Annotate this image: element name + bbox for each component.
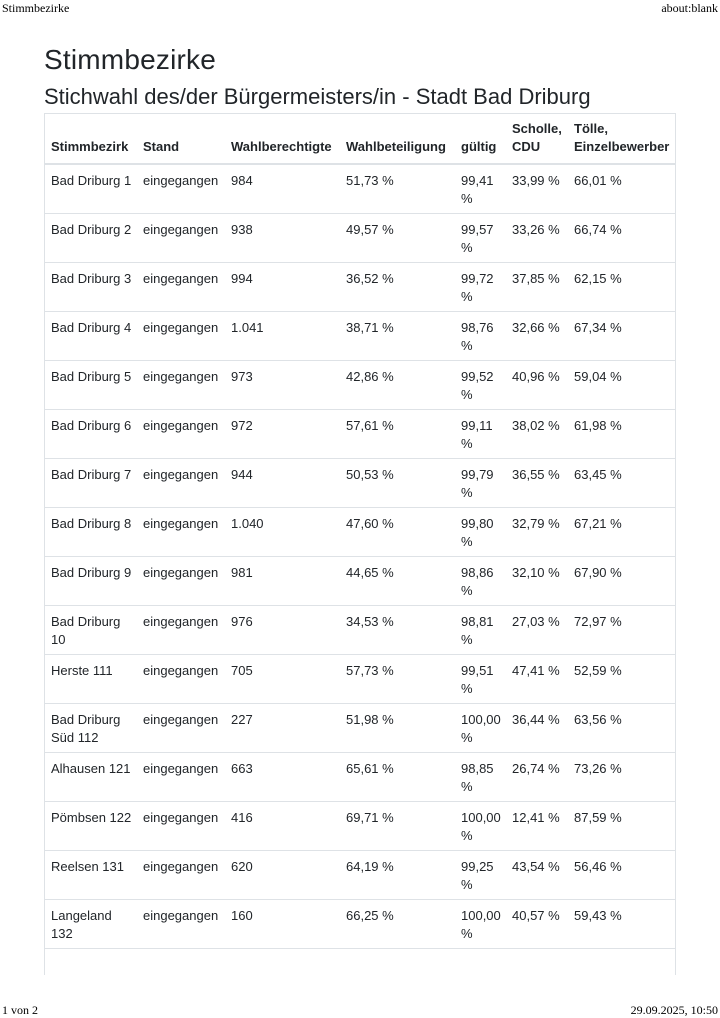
cell-stimmbezirk: Bad Driburg Süd 112 [45, 704, 137, 753]
cell-scholle-cdu: 27,03 % [506, 606, 568, 655]
table-row [45, 312, 675, 361]
cell-wahlberechtigte: 938 [225, 214, 340, 263]
cell-stimmbezirk: Herste 111 [45, 655, 137, 704]
cell-wahlberechtigte: 984 [225, 164, 340, 214]
page-title: Stimmbezirke [44, 44, 216, 75]
cell-stimmbezirk: Bad Driburg 3 [45, 263, 137, 312]
cell-stand: eingegangen [137, 508, 225, 557]
cell-stimmbezirk: Bad Driburg 6 [45, 410, 137, 459]
cell-toelle-einzelbewerber: 59,43 % [568, 900, 675, 949]
cell-wahlbeteiligung: 51,98 % [340, 704, 455, 753]
cell-toelle-einzelbewerber: 63,56 % [568, 704, 675, 753]
cell-gueltig: 99,80 % [455, 508, 506, 557]
cell-scholle-cdu: 43,54 % [506, 851, 568, 900]
cell-stimmbezirk: Bad Driburg 10 [45, 606, 137, 655]
print-header-title: Stimmbezirke [2, 1, 70, 15]
cell-gueltig: 99,72 % [455, 263, 506, 312]
cell-stimmbezirk: Bad Driburg 2 [45, 214, 137, 263]
cell-scholle-cdu: 32,79 % [506, 508, 568, 557]
cell-toelle-einzelbewerber: 62,15 % [568, 263, 675, 312]
cell-wahlbeteiligung: 50,53 % [340, 459, 455, 508]
cell-wahlberechtigte: 160 [225, 900, 340, 949]
header-toelle-einzelbewerber: Tölle, Einzelbewerber [568, 114, 675, 164]
cell-toelle-einzelbewerber: 56,46 % [568, 851, 675, 900]
cell-gueltig: 99,57 % [455, 214, 506, 263]
cell-scholle-cdu: 26,74 % [506, 753, 568, 802]
cell-wahlberechtigte: 227 [225, 704, 340, 753]
cell-scholle-cdu: 32,10 % [506, 557, 568, 606]
cell-wahlbeteiligung: 38,71 % [340, 312, 455, 361]
cell-wahlbeteiligung: 57,73 % [340, 655, 455, 704]
cell-gueltig: 100,00 % [455, 802, 506, 851]
cell-wahlberechtigte: 994 [225, 263, 340, 312]
cell-wahlberechtigte: 705 [225, 655, 340, 704]
print-footer [0, 1003, 720, 1017]
cell-wahlberechtigte: 620 [225, 851, 340, 900]
print-header-url: about:blank [661, 1, 718, 15]
cell-wahlberechtigte: 416 [225, 802, 340, 851]
cell-stand: eingegangen [137, 851, 225, 900]
cell-wahlbeteiligung: 66,25 % [340, 900, 455, 949]
cell-gueltig: 98,85 % [455, 753, 506, 802]
cell-scholle-cdu: 32,66 % [506, 312, 568, 361]
cell-stimmbezirk: Bad Driburg 7 [45, 459, 137, 508]
header-wahlberechtigte: Wahlberechtigte [225, 114, 340, 164]
cell-wahlbeteiligung: 64,19 % [340, 851, 455, 900]
cell-wahlberechtigte: 944 [225, 459, 340, 508]
cell-stand: eingegangen [137, 753, 225, 802]
cell-gueltig: 99,79 % [455, 459, 506, 508]
cell-wahlberechtigte: 972 [225, 410, 340, 459]
cell-wahlbeteiligung: 69,71 % [340, 802, 455, 851]
cell-stand: eingegangen [137, 606, 225, 655]
cell-toelle-einzelbewerber: 61,98 % [568, 410, 675, 459]
cell-wahlbeteiligung: 44,65 % [340, 557, 455, 606]
table-row [45, 214, 675, 263]
cell-toelle-einzelbewerber: 66,74 % [568, 214, 675, 263]
cell-gueltig: 99,52 % [455, 361, 506, 410]
cell-gueltig: 100,00 % [455, 704, 506, 753]
header-wahlbeteiligung: Wahlbeteiligung [340, 114, 455, 164]
cell-stand: eingegangen [137, 361, 225, 410]
cell-toelle-einzelbewerber: 87,59 % [568, 802, 675, 851]
cell-toelle-einzelbewerber: 67,34 % [568, 312, 675, 361]
cell-stimmbezirk: Langeland 132 [45, 900, 137, 949]
cell-stimmbezirk: Alhausen 121 [45, 753, 137, 802]
cell-stimmbezirk: Bad Driburg 5 [45, 361, 137, 410]
table-row [45, 851, 675, 900]
cell-toelle-einzelbewerber: 66,01 % [568, 164, 675, 214]
cell-stand: eingegangen [137, 900, 225, 949]
cell-stand: eingegangen [137, 410, 225, 459]
cell-gueltig: 98,86 % [455, 557, 506, 606]
cell-gueltig: 98,81 % [455, 606, 506, 655]
print-timestamp: 29.09.2025, 10:50 [630, 1003, 718, 1017]
cell-stimmbezirk: Reelsen 131 [45, 851, 137, 900]
table-row [45, 410, 675, 459]
cell-scholle-cdu: 37,85 % [506, 263, 568, 312]
print-header [0, 1, 720, 15]
cell-wahlbeteiligung: 36,52 % [340, 263, 455, 312]
cell-scholle-cdu: 36,55 % [506, 459, 568, 508]
cell-scholle-cdu: 47,41 % [506, 655, 568, 704]
table-row [45, 900, 675, 949]
cell-gueltig: 99,41 % [455, 164, 506, 214]
cell-scholle-cdu: 40,96 % [506, 361, 568, 410]
cell-wahlberechtigte: 981 [225, 557, 340, 606]
cell-wahlberechtigte: 976 [225, 606, 340, 655]
cell-stand: eingegangen [137, 802, 225, 851]
cell-stand: eingegangen [137, 214, 225, 263]
cell-wahlberechtigte: 1.040 [225, 508, 340, 557]
cell-toelle-einzelbewerber: 72,97 % [568, 606, 675, 655]
header-gueltig: gültig [455, 114, 506, 164]
cell-toelle-einzelbewerber: 63,45 % [568, 459, 675, 508]
cell-scholle-cdu: 38,02 % [506, 410, 568, 459]
cell-gueltig: 98,76 % [455, 312, 506, 361]
cell-wahlbeteiligung: 51,73 % [340, 164, 455, 214]
cell-wahlberechtigte: 973 [225, 361, 340, 410]
results-table-container [44, 113, 676, 975]
cell-scholle-cdu: 40,57 % [506, 900, 568, 949]
table-row [45, 263, 675, 312]
page-number: 1 von 2 [2, 1003, 38, 1017]
table-body [45, 164, 675, 949]
cell-toelle-einzelbewerber: 52,59 % [568, 655, 675, 704]
table-row [45, 508, 675, 557]
cell-stimmbezirk: Bad Driburg 9 [45, 557, 137, 606]
cell-toelle-einzelbewerber: 67,21 % [568, 508, 675, 557]
cell-stand: eingegangen [137, 164, 225, 214]
cell-stimmbezirk: Bad Driburg 1 [45, 164, 137, 214]
cell-wahlberechtigte: 663 [225, 753, 340, 802]
cell-gueltig: 99,25 % [455, 851, 506, 900]
header-scholle-cdu: Scholle, CDU [506, 114, 568, 164]
cell-stand: eingegangen [137, 263, 225, 312]
results-table [45, 114, 675, 949]
table-row [45, 557, 675, 606]
cell-stimmbezirk: Bad Driburg 8 [45, 508, 137, 557]
cell-wahlbeteiligung: 49,57 % [340, 214, 455, 263]
table-header-row [45, 114, 675, 164]
cell-scholle-cdu: 33,99 % [506, 164, 568, 214]
cell-wahlberechtigte: 1.041 [225, 312, 340, 361]
cell-scholle-cdu: 33,26 % [506, 214, 568, 263]
cell-gueltig: 100,00 % [455, 900, 506, 949]
cell-stand: eingegangen [137, 459, 225, 508]
cell-toelle-einzelbewerber: 67,90 % [568, 557, 675, 606]
table-row [45, 802, 675, 851]
table-row [45, 655, 675, 704]
cell-stand: eingegangen [137, 655, 225, 704]
cell-scholle-cdu: 12,41 % [506, 802, 568, 851]
header-stimmbezirk: Stimmbezirk [45, 114, 137, 164]
cell-wahlbeteiligung: 34,53 % [340, 606, 455, 655]
page-subtitle: Stichwahl des/der Bürgermeisters/in - Stadt Bad Driburg [44, 84, 591, 109]
cell-stimmbezirk: Bad Driburg 4 [45, 312, 137, 361]
header-stand: Stand [137, 114, 225, 164]
cell-stand: eingegangen [137, 557, 225, 606]
table-row [45, 753, 675, 802]
cell-wahlbeteiligung: 57,61 % [340, 410, 455, 459]
cell-toelle-einzelbewerber: 59,04 % [568, 361, 675, 410]
table-row [45, 606, 675, 655]
table-row [45, 704, 675, 753]
table-row [45, 459, 675, 508]
cell-gueltig: 99,51 % [455, 655, 506, 704]
cell-wahlbeteiligung: 65,61 % [340, 753, 455, 802]
cell-stand: eingegangen [137, 704, 225, 753]
table-row [45, 361, 675, 410]
cell-stimmbezirk: Pömbsen 122 [45, 802, 137, 851]
cell-wahlbeteiligung: 42,86 % [340, 361, 455, 410]
cell-gueltig: 99,11 % [455, 410, 506, 459]
cell-scholle-cdu: 36,44 % [506, 704, 568, 753]
table-row [45, 164, 675, 214]
cell-stand: eingegangen [137, 312, 225, 361]
cell-wahlbeteiligung: 47,60 % [340, 508, 455, 557]
cell-toelle-einzelbewerber: 73,26 % [568, 753, 675, 802]
